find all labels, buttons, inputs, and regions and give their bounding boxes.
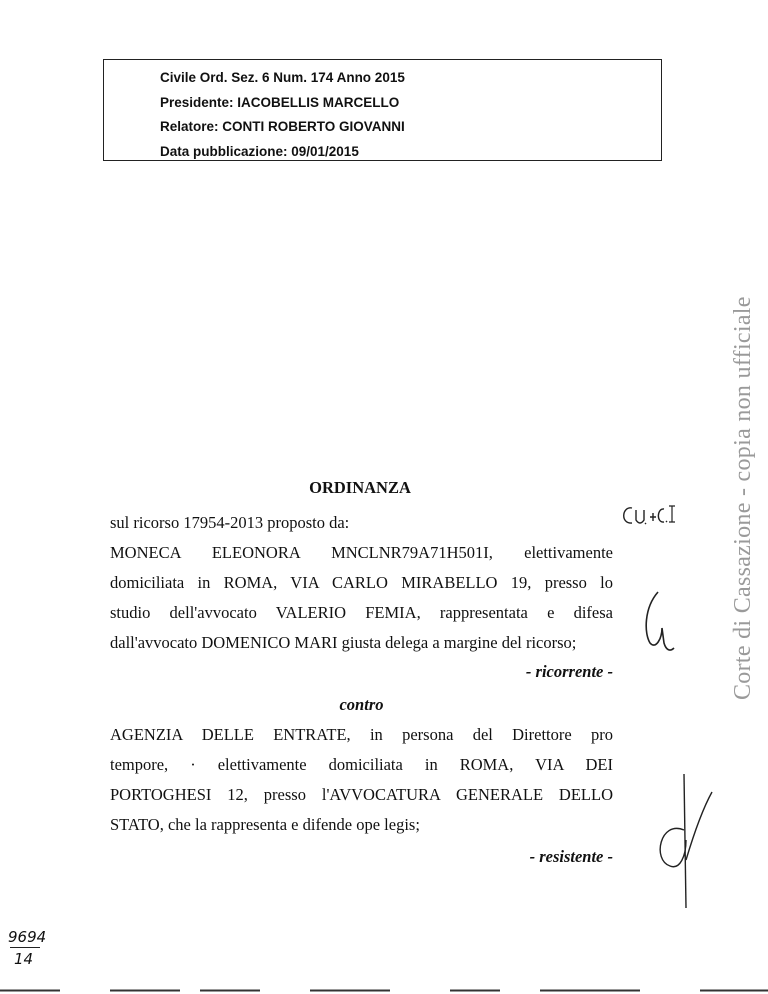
- margin-number: [8, 928, 46, 968]
- resistente-block: [110, 720, 613, 840]
- margin-number-bottom: 14: [14, 950, 34, 968]
- contro-label: contro: [339, 695, 384, 714]
- header-line-data: Data pubblicazione: 09/01/2015: [160, 143, 359, 159]
- ricorrente-line-1: MONECA ELEONORA MNCLNR79A71H501I, elettivamente: [110, 543, 613, 562]
- resistente-line-4: STATO, che la rappresenta e difende ope legis;: [110, 815, 420, 834]
- header-line-presidente: Presidente: IACOBELLIS MARCELLO: [160, 94, 400, 110]
- scan-bottom-edge: [0, 989, 768, 992]
- intro-line: sul ricorso 17954-2013 proposto da:: [110, 513, 350, 532]
- header-line-relatore: Relatore: CONTI ROBERTO GIOVANNI: [160, 119, 405, 134]
- margin-divider: [10, 947, 40, 948]
- document-title: ORDINANZA: [309, 478, 411, 497]
- ricorrente-role: - ricorrente -: [525, 662, 613, 681]
- header-line-civile: Civile Ord. Sez. 6 Num. 174 Anno 2015: [160, 70, 405, 85]
- handwritten-note-cu: [616, 496, 676, 536]
- handwritten-initial: [640, 588, 680, 658]
- signature-icon: [640, 770, 720, 910]
- case-header-box: [103, 59, 662, 161]
- margin-number-top: 9694: [8, 928, 47, 946]
- resistente-line-3: PORTOGHESI 12, presso l'AVVOCATURA GENERALE DELLO: [110, 785, 613, 804]
- ricorrente-line-3: studio dell'avvocato VALERIO FEMIA, rappresentata e difesa: [110, 603, 613, 622]
- ricorrente-block: [110, 538, 613, 658]
- resistente-role: - resistente -: [529, 847, 613, 866]
- ricorrente-line-4: dall'avvocato DOMENICO MARI giusta delega a margine del ricorso;: [110, 633, 577, 652]
- resistente-line-1: AGENZIA DELLE ENTRATE, in persona del Direttore pro: [110, 725, 613, 744]
- resistente-line-2: tempore, · elettivamente domiciliata in ROMA, VIA DEI: [110, 755, 613, 774]
- watermark-text: Corte di Cassazione - copia non ufficiale: [730, 296, 756, 700]
- ricorrente-line-2: domiciliata in ROMA, VIA CARLO MIRABELLO 19, presso lo: [110, 573, 613, 592]
